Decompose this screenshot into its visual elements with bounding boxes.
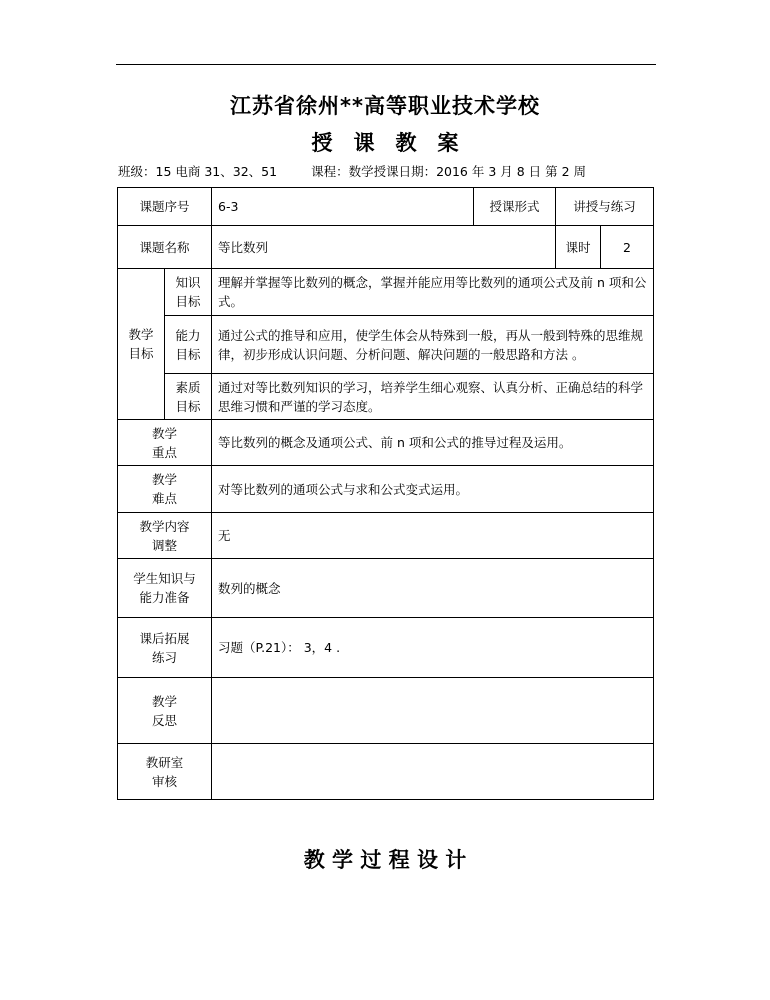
topic-number-value: 6-3 — [212, 188, 474, 226]
teaching-objectives-label: 教学 目标 — [118, 269, 165, 420]
process-design-title: 教 学 过 程 设 计 — [303, 848, 467, 872]
teaching-reflection-label: 教学 反思 — [118, 678, 212, 744]
table-row — [118, 420, 654, 466]
table-row — [118, 269, 654, 316]
topic-name-value: 等比数列 — [212, 226, 556, 269]
table-row — [118, 678, 654, 744]
key-points-label: 教学 重点 — [118, 420, 212, 466]
class-hours-label: 课时 — [556, 226, 601, 269]
table-row — [118, 466, 654, 513]
class-hours-value: 2 — [601, 226, 654, 269]
topic-number-label: 课题序号 — [118, 188, 212, 226]
table-row — [118, 374, 654, 420]
difficulties-text: 对等比数列的通项公式与求和公式变式运用。 — [212, 466, 654, 513]
ability-objective-label: 能力 目标 — [165, 316, 212, 374]
table-row — [118, 618, 654, 678]
table-row — [118, 744, 654, 800]
lesson-plan-table — [117, 187, 654, 800]
review-label: 教研室 审核 — [118, 744, 212, 800]
content-adjustment-label: 教学内容 调整 — [118, 513, 212, 559]
lesson-plan-title: 授 课 教 案 — [311, 131, 459, 155]
knowledge-objective-label: 知识 目标 — [165, 269, 212, 316]
difficulties-label: 教学 难点 — [118, 466, 212, 513]
student-preparation-label: 学生知识与 能力准备 — [118, 559, 212, 618]
content-adjustment-text: 无 — [212, 513, 654, 559]
teaching-form-value: 讲授与练习 — [556, 188, 654, 226]
topic-name-label: 课题名称 — [118, 226, 212, 269]
teaching-form-label: 授课形式 — [474, 188, 556, 226]
school-title: 江苏省徐州**高等职业技术学校 — [230, 94, 540, 118]
key-points-text: 等比数列的概念及通项公式、前 n 项和公式的推导过程及运用。 — [212, 420, 654, 466]
course-info: 课程：数学授课日期：2016 年 3 月 8 日 第 2 周 — [311, 164, 587, 179]
homework-label: 课后拓展 练习 — [118, 618, 212, 678]
teaching-reflection-text — [212, 678, 654, 744]
student-preparation-text: 数列的概念 — [212, 559, 654, 618]
homework-text: 习题（P.21）： 3，4 . — [212, 618, 654, 678]
table-row — [118, 226, 654, 269]
quality-objective-text: 通过对等比数列知识的学习，培养学生细心观察、认真分析、正确总结的科学思维习惯和严谨的学习态度。 — [212, 374, 654, 420]
review-text — [212, 744, 654, 800]
class-info-line — [118, 162, 586, 180]
table-row — [118, 513, 654, 559]
table-row — [118, 559, 654, 618]
ability-objective-text: 通过公式的推导和应用，使学生体会从特殊到一般，再从一般到特殊的思维规律，初步形成认识问题、分析问题、解决问题的一般思路和方法 。 — [212, 316, 654, 374]
top-rule — [116, 64, 656, 65]
table-row — [118, 188, 654, 226]
quality-objective-label: 素质 目标 — [165, 374, 212, 420]
knowledge-objective-text: 理解并掌握等比数列的概念，掌握并能应用等比数列的通项公式及前 n 项和公式。 — [212, 269, 654, 316]
class-info: 班级：15 电商 31、32、51 — [118, 164, 278, 179]
table-row — [118, 316, 654, 374]
